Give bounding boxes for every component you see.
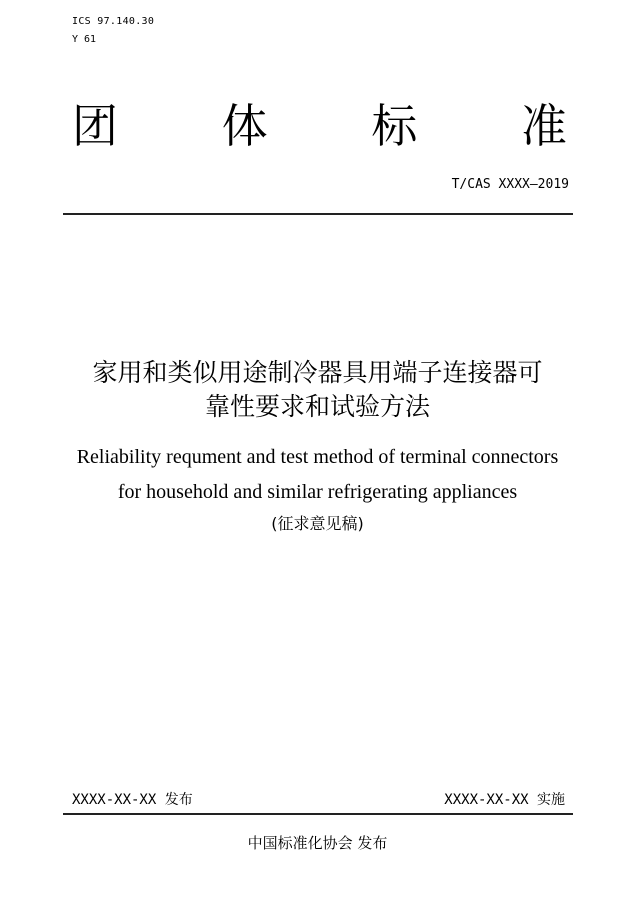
publish-date: XXXX-XX-XX 发布 [72,792,193,808]
standard-number: T/CAS XXXX—2019 [451,177,569,192]
standard-type-heading [72,96,567,156]
chinese-title-line-1: 家用和类似用途制冷器具用端子连接器可 [92,358,543,387]
top-divider [63,213,573,215]
ccs-code: Y 61 [72,34,97,45]
standard-type-char: 体 [221,99,268,153]
standard-type-char: 标 [371,99,418,153]
standard-type-char: 准 [520,99,567,153]
standard-type-char: 团 [72,99,118,153]
implement-date: XXXX-XX-XX 实施 [444,792,565,808]
english-title-line-1: Reliability requment and test method of terminal connectors [76,446,559,468]
bottom-divider [63,813,573,815]
english-title [30,440,605,510]
draft-label: (征求意见稿) [271,514,364,533]
chinese-title [40,356,595,424]
english-title-line-2: for household and similar refrigerating appliances [117,481,518,503]
publisher: 中国标准化协会 发布 [247,834,388,852]
ics-code: ICS 97.140.30 [72,16,155,27]
chinese-title-line-2: 靠性要求和试验方法 [204,392,430,421]
